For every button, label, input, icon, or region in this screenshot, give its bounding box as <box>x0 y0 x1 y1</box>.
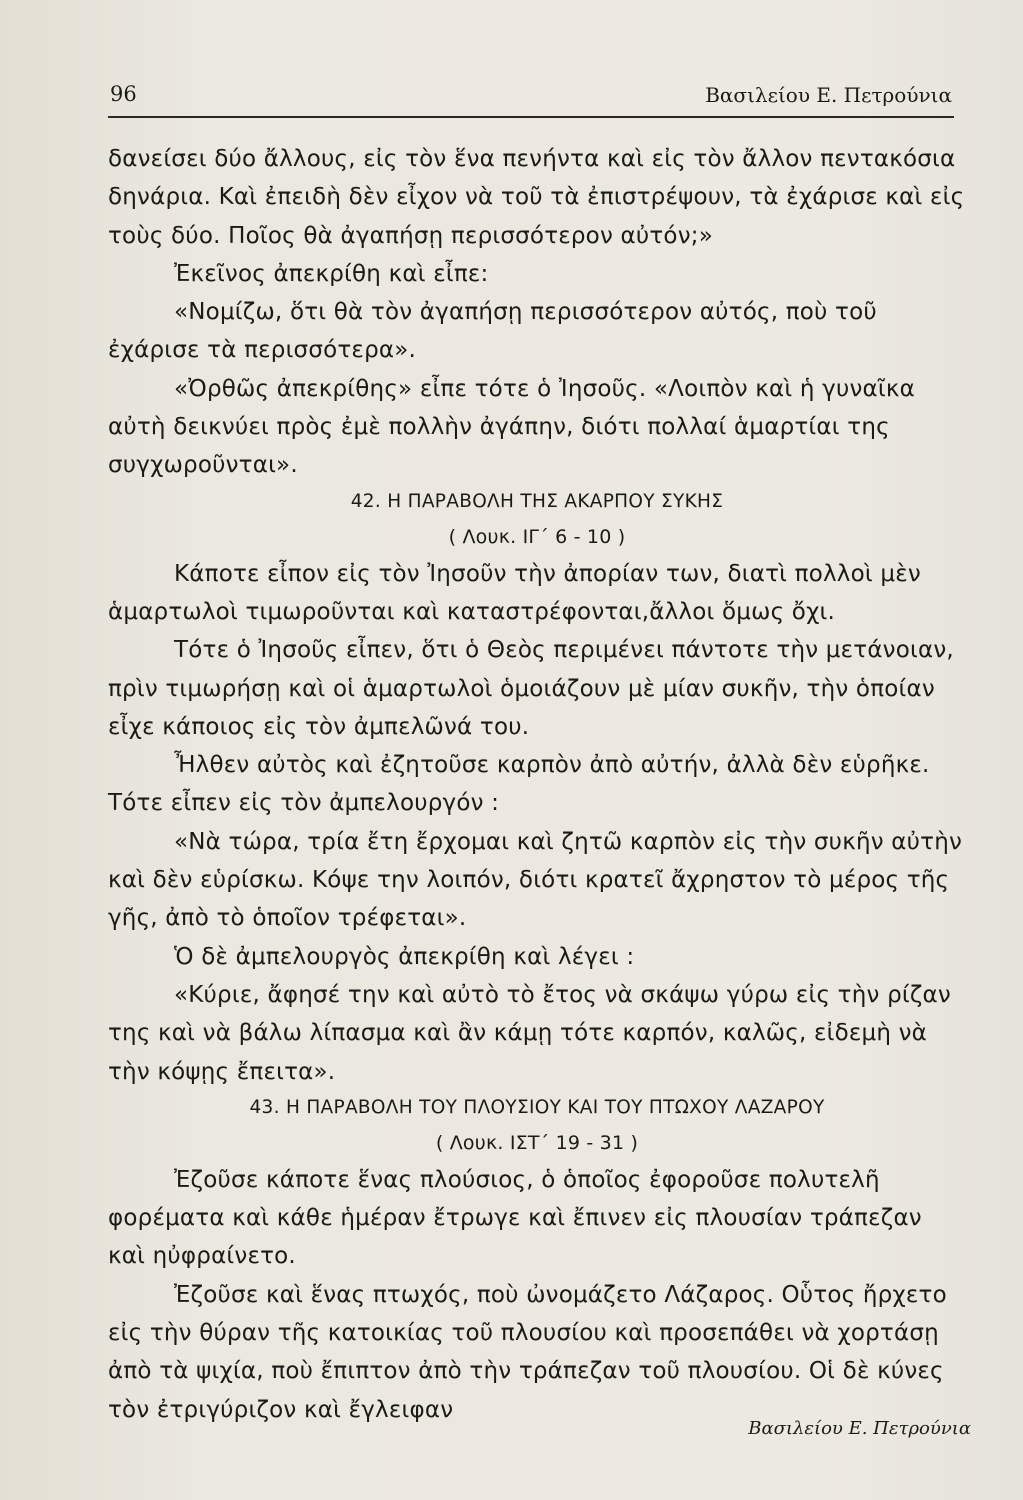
paragraph-reply: «Νομίζω, ὅτι θὰ τὸν ἀγαπήσῃ περισσότερον αὐτός, ποὺ τοῦ ἐχάρισε τὰ περισσότερα». <box>108 299 877 364</box>
paragraph-fig-owner-speech: «Νὰ τώρα, τρία ἔτη ἔρχομαι καὶ ζητῶ καρπὸν εἰς τὴν συκῆν αὐτὴν καὶ δὲν εὑρίσκω. Κόψε την λοιπόν, διότι κρατεῖ ἄχρηστον τὸ μέρος τῆς γῆς, ἀπὸ τὸ ὁποῖον τρέφεται». <box>108 828 963 932</box>
paragraph-fig-parable: Τότε ὁ Ἰησοῦς εἶπεν, ὅτι ὁ Θεὸς περιμένει πάντοτε τὴν μετάνοιαν, πρὶν τιμωρήσῃ καὶ οἱ ἁμαρτωλοὶ ὁμοιάζουν μὲ μίαν συκῆν, τὴν ὁποίαν εἶχε κάποιος εἰς τὸν ἀμπελῶνά του. <box>108 637 954 740</box>
paragraph-lazarus: Ἐζοῦσε καὶ ἕνας πτωχός, ποὺ ὠνομάζετο Λάζαρος. Οὗτος ἤρχετο εἰς τὴν θύραν τῆς κατοικίας τοῦ πλουσίου καὶ προσεπάθει νὰ χορτάσῃ ἀπὸ τὰ ψιχία, ποὺ ἔπιπτον ἀπὸ τὴν τράπεζαν τοῦ πλουσίου. Οἱ δὲ κύνες τὸν ἐτριγύριζον καὶ ἔγλειφαν <box>108 1281 947 1423</box>
paragraph-vinedresser-speech: «Κύριε, ἄφησέ την καὶ αὐτὸ τὸ ἔτος νὰ σκάψω γύρω εἰς τὴν ρίζαν της καὶ νὰ βάλω λίπασμα καὶ ἂν κάμῃ τότε καρπόν, καλῶς, εἰδεμὴ νὰ τὴν κόψῃς ἔπειτα». <box>108 981 951 1085</box>
paragraph-reply-intro: Ἐκεῖνος ἀπεκρίθη καὶ εἶπε: <box>174 260 489 287</box>
paragraph-fig-intro: Κάποτε εἶπον εἰς τὸν Ἰησοῦν τὴν ἀπορίαν των, διατὶ πολλοὶ μὲν ἁμαρτωλοὶ τιμωροῦνται καὶ καταστρέφονται,ἄλλοι ὅμως ὄχι. <box>108 560 921 625</box>
running-head: Βασιλείου Ε. Πετρούνια <box>705 83 952 107</box>
paragraph-rich-man: Ἐζοῦσε κάποτε ἕνας πλούσιος, ὁ ὁποῖος ἐφοροῦσε πολυτελῆ φορέματα καὶ κάθε ἡμέραν ἔτρωγε καὶ ἔπινεν εἰς πλουσίαν τράπεζαν καὶ ηὐφραίνετο. <box>108 1166 922 1270</box>
scripture-reference-42: ( Λουκ. ΙΓ΄ 6 - 10 ) <box>448 525 626 548</box>
page-body <box>108 140 966 1429</box>
paragraph-vinedresser-intro: Ὁ δὲ ἀμπελουργὸς ἀπεκρίθη καὶ λέγει : <box>174 943 635 970</box>
paragraph-jesus-answer: «Ὀρθῶς ἀπεκρίθης» εἶπε τότε ὁ Ἰησοῦς. «Λοιπὸν καὶ ἡ γυναῖκα αὐτὴ δεικνύει πρὸς ἐμὲ πολλὴν ἀγάπην, διότι πολλαί ἁμαρτίαι της συγχωροῦνται». <box>108 375 915 479</box>
page-header <box>108 82 954 118</box>
scripture-reference-43: ( Λουκ. ΙΣΤ΄ 19 - 31 ) <box>435 1131 639 1154</box>
footer-signature: Βασιλείου Ε. Πετρούνια <box>748 1418 971 1439</box>
section-heading-43: 43. Η ΠΑΡΑΒΟΛΗ ΤΟΥ ΠΛΟΥΣΙΟΥ ΚΑΙ ΤΟΥ ΠΤΩΧΟΥ ΛΑΖΑΡΟΥ <box>249 1096 825 1118</box>
paragraph-fig-search: Ἦλθεν αὐτὸς καὶ ἐζητοῦσε καρπὸν ἀπὸ αὐτήν, ἀλλὰ δὲν εὑρῆκε. Τότε εἶπεν εἰς τὸν ἀμπελουργόν : <box>108 752 930 817</box>
paragraph-continuation: δανείσει δύο ἄλλους, εἰς τὸν ἕνα πενήντα καὶ εἰς τὸν ἄλλον πεντακόσια δηνάρια. Καὶ ἐπειδὴ δὲν εἶχον νὰ τοῦ τὰ ἐπιστρέψουν, τὰ ἐχάρισε καὶ εἰς τοὺς δύο. Ποῖος θὰ ἀγαπήσῃ περισσότερον αὐτόν;» <box>108 146 965 249</box>
page-number: 96 <box>110 82 137 106</box>
section-heading-42: 42. Η ΠΑΡΑΒΟΛΗ ΤΗΣ ΑΚΑΡΠΟΥ ΣΥΚΗΣ <box>350 490 724 512</box>
